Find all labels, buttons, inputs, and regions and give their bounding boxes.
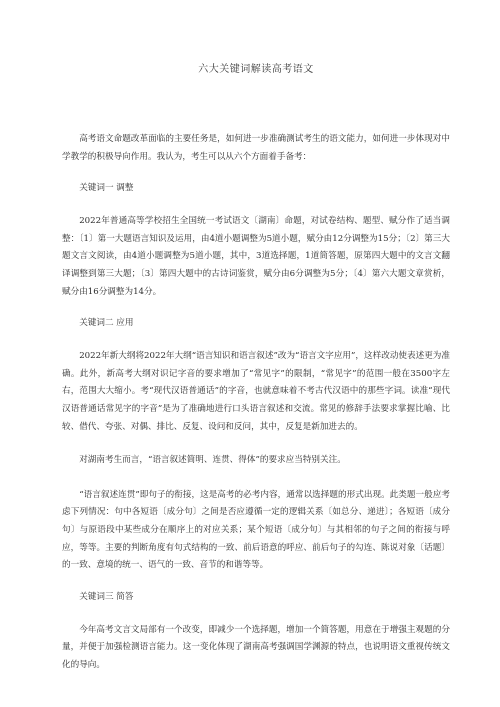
- section-heading-adjust: 关键词一 调整: [79, 183, 134, 194]
- paragraph-adjust: 2022年普通高等学校招生全国统一考试语文〔湖南〕命题，对试卷结构、题型、赋分作了适当调整：〔1〕第一大题语言知识及运用，由4道小题调整为5道小题，赋分由12分调整为15分；〔2〕第三大题文言文阅读，由4道小题调整为5道小题，其中，3道选择题，1道简答题，原第四大题中的文言文翻译调整到第三大题；〔3〕第四大题中的古诗词鉴赏，赋分由6分调整为5分；〔4〕第六大题文章赏析，赋分由16分调整为14分。: [62, 216, 450, 297]
- intro-paragraph: 高考语文命题改革面临的主要任务是，如何进一步准确测试考生的语文能力，如何进一步体现对中学教学的积极导向作用。我认为，考生可以从六个方面着手备考：: [62, 134, 450, 162]
- section-heading-apply: 关键词二 应用: [79, 318, 134, 329]
- section-heading-short-answer: 关键词三 简答: [79, 591, 134, 602]
- document-title: 六大关键词解读高考语文: [198, 64, 314, 75]
- paragraph-apply-3: “语言叙述连贯”即句子的衔接，这是高考的必考内容，通常以选择题的形式出现。此类题一般应考虑下列情况：句中各短语〔成分句〕之间是否应遵循一定的逻辑关系〔如总分、递进〕；各短语〔成分句〕与原语段中某些成分在顺序上的对应关系；某个短语〔成分句〕与其相邻的句子之间的衔接与呼应，等等。主要的判断角度有句式结构的一致、前后语意的呼应、前后句子的勾连、陈说对象〔话题〕的一致、意境的统一、语气的一致、音节的和谐等等。: [62, 489, 450, 571]
- paragraph-apply-2: 对湖南考生而言，“语言叙述简明、连贯、得体”的要求应当特别关注。: [79, 455, 346, 466]
- paragraph-short-answer: 今年高考文言文局部有一个改变，即减少一个选择题，增加一个简答题，用意在于增强主观题的分量，并便于加强检测语言能力。这一变化体现了湖南高考强调国学渊源的特点，也说明语文重视传统文化的导向。: [62, 624, 450, 670]
- paragraph-apply-1: 2022年新大纲将2022年大纲“语言知识和语言叙述”改为“语言文字应用”，这样改动使表述更为准确。此外，新高考大纲对识记字音的要求增加了“常见字”的限制，“常见字”的范围一般在3500字左右，范围大大缩小。考“现代汉语普通话”的字音，也就意味着不考古代汉语中的那些字词。读准“现代汉语普通话常见字的字音”是为了准确地进行口头语言叙述和交流。常见的修辞手法要求掌握比喻、比较、借代、夸张、对偶、排比、反复、设问和反问，其中，反复是新加进去的。: [62, 351, 450, 432]
